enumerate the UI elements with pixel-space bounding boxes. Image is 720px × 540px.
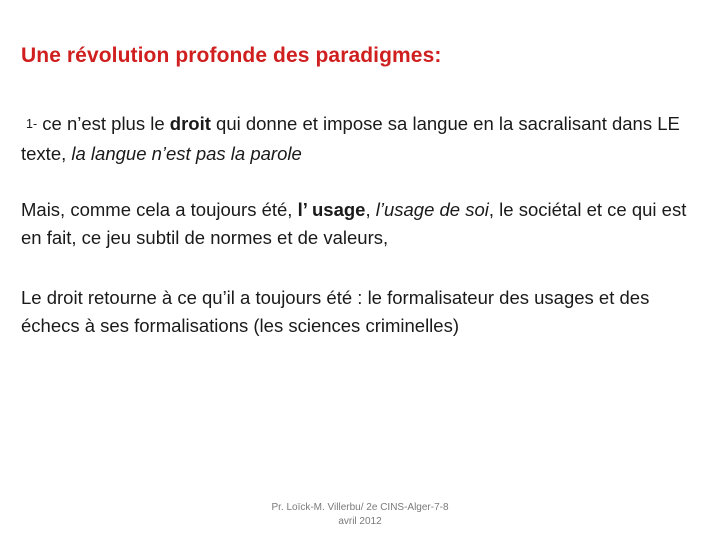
- footer-line-2: avril 2012: [338, 516, 382, 527]
- paragraph-2-text-a: Mais, comme cela a toujours été,: [21, 199, 298, 220]
- list-number: 1-: [26, 117, 38, 131]
- paragraph-1-italic: la langue n’est pas la parole: [71, 143, 302, 164]
- paragraph-2: [21, 196, 711, 252]
- paragraph-1-text-a: ce n’est plus le: [37, 113, 170, 134]
- paragraph-2-bold-usage: l’ usage: [297, 199, 366, 220]
- paragraph-1-text-b: qui donne et impose sa langue en la sacralisant dans LE texte,: [21, 113, 680, 164]
- paragraph-2-italic: l’usage de soi: [375, 199, 489, 220]
- slide-footer: [240, 501, 480, 529]
- paragraph-2-text-b: ,: [365, 199, 376, 220]
- paragraph-3: Le droit retourne à ce qu’il a toujours été : le formalisateur des usages et des échecs à ses formalisations (les sciences criminelles): [21, 287, 650, 336]
- paragraph-2-text-c: , le sociétal et ce qui est en fait, ce jeu subtil de normes et de valeurs,: [21, 199, 687, 248]
- paragraph-1-bold-droit: droit: [169, 113, 211, 134]
- footer-line-1: Pr. Loïck-M. Villerbu/ 2e CINS-Alger-7-8: [271, 502, 449, 513]
- paragraph-1: [21, 110, 711, 168]
- slide-title: Une révolution profonde des paradigmes:: [21, 44, 442, 67]
